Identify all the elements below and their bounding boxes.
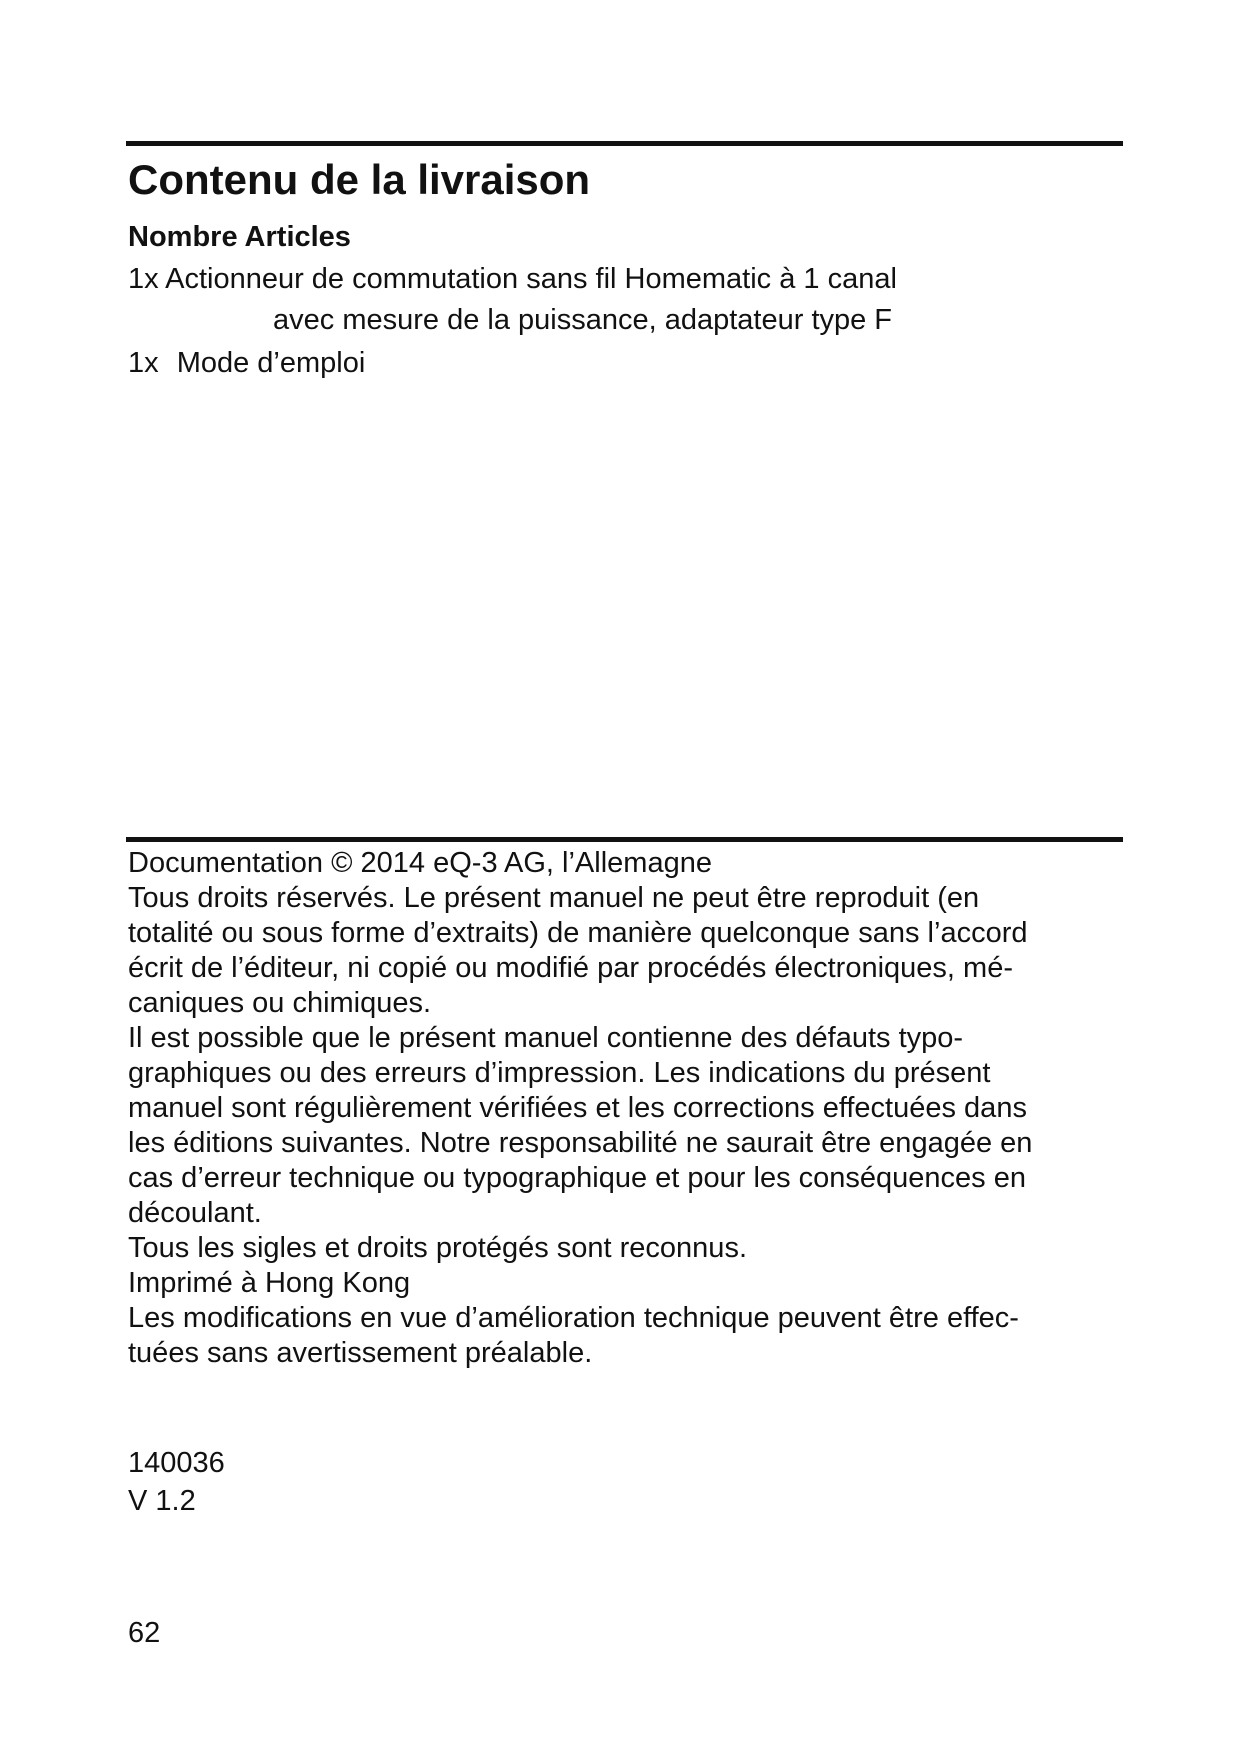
document-code: 140036 [128,1447,225,1479]
legal-line: manuel sont régulièrement vérifiées et les corrections effectuées dans [128,1092,1027,1124]
delivery-item-1-continuation: avec mesure de la puissance, adaptateur type F [273,304,893,336]
legal-line: Les modifications en vue d’amélioration technique peuvent être effec- [128,1302,1019,1334]
legal-line: Tous droits réservés. Le présent manuel ne peut être reproduit (en [128,882,980,914]
legal-line: découlant. [128,1197,262,1229]
legal-notice [128,846,1128,1371]
legal-line: les éditions suivantes. Notre responsabilité ne saurait être engagée en [128,1127,1033,1159]
delivery-item-1 [128,260,897,298]
page-number: 62 [128,1617,161,1649]
legal-line: Imprimé à Hong Kong [128,1267,411,1299]
legal-line: caniques ou chimiques. [128,987,432,1019]
legal-line: Tous les sigles et droits protégés sont reconnus. [128,1232,747,1264]
document-version: V 1.2 [128,1485,196,1517]
legal-line: Documentation © 2014 eQ-3 AG, l’Allemagne [128,847,712,879]
legal-line: Il est possible que le présent manuel contienne des défauts typo- [128,1022,964,1054]
legal-line: graphiques ou des erreurs d’impression. Les indications du présent [128,1057,991,1089]
item-2-description: Mode d’emploi [176,347,366,379]
column-header: Nombre Articles [128,221,351,253]
legal-top-rule [126,837,1123,842]
item-2-qty: 1x [128,347,159,379]
legal-line: tuées sans avertissement préalable. [128,1337,593,1369]
section-top-rule [126,141,1123,146]
legal-line: cas d’erreur technique ou typographique et pour les conséquences en [128,1162,1026,1194]
document-info [128,1444,225,1520]
item-1-description: Actionneur de commutation sans fil Homematic à 1 canal [165,263,897,295]
legal-line: totalité ou sous forme d’extraits) de manière quelconque sans l’accord [128,917,1028,949]
legal-line: écrit de l’éditeur, ni copié ou modifié par procédés électroniques, mé- [128,952,1013,984]
delivery-item-2 [128,344,365,382]
item-1-qty: 1x [128,263,159,295]
section-title: Contenu de la livraison [128,156,591,203]
